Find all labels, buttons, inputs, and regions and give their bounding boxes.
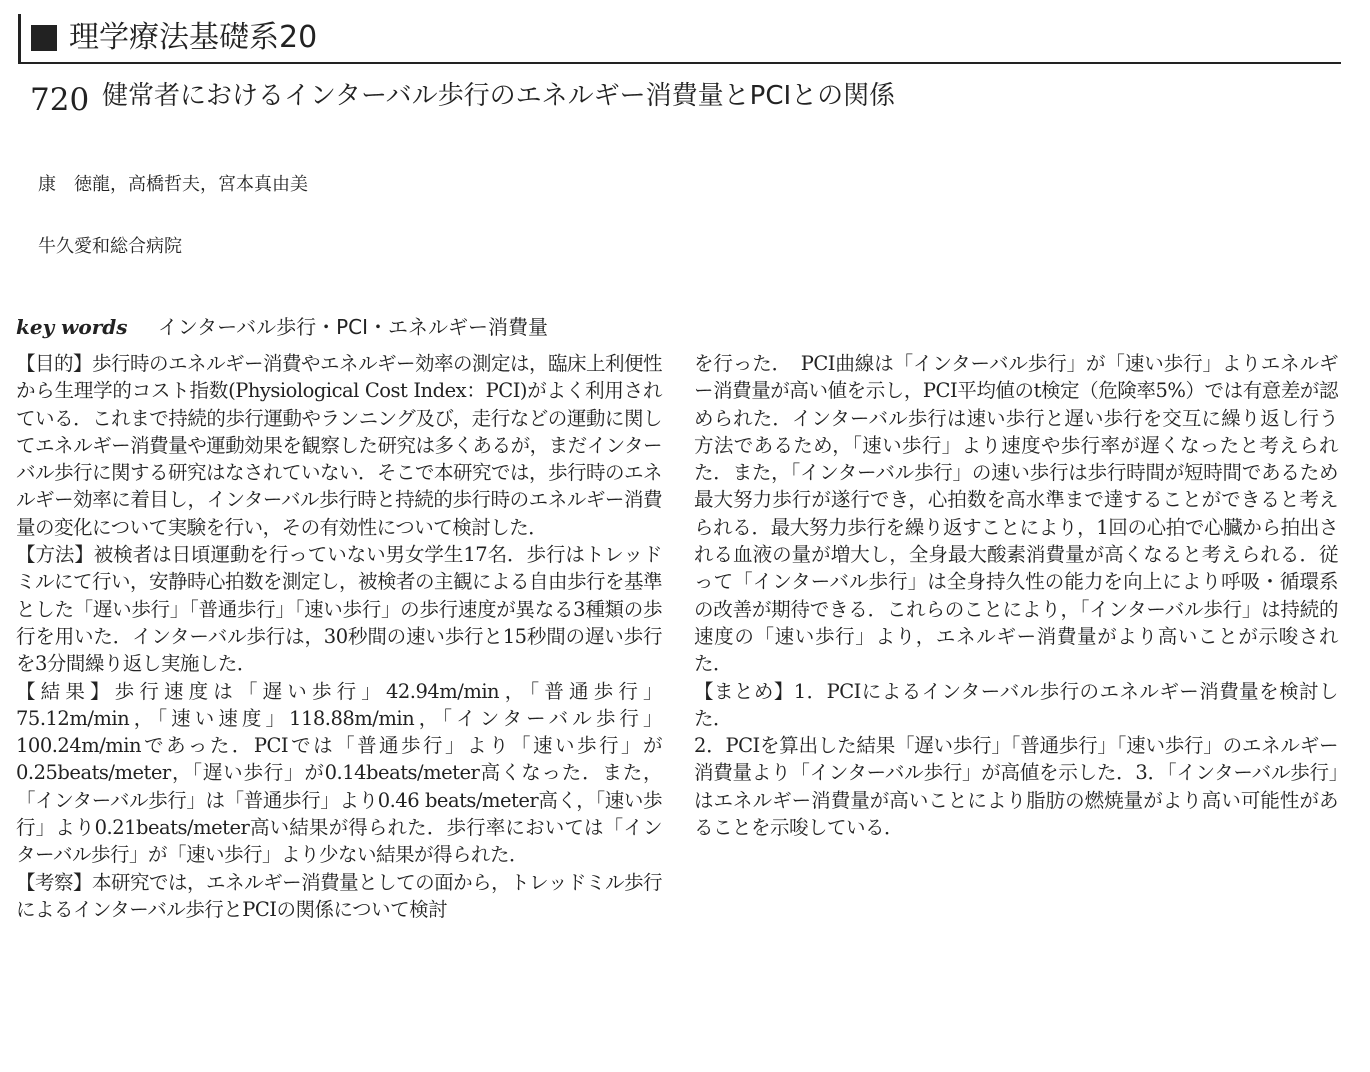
paragraph-results: 【結果】歩行速度は「遅い歩行」42.94m/min，「普通歩行」75.12m/min，「速い速度」118.88m/min，「インターバル歩行」100.24m/minであった．PCIでは「普通歩行」より「速い歩行」が0.25beats/meter，「遅い歩行」が0.14beats/meter高くなった．また，「インターバル歩行」は「普通歩行」より0.46 beats/meter高く，「速い歩行」より0.21beats/meter高い結果が得られた．歩行率においては「インターバル歩行」が「速い歩行」より少ない結果が得られた． [16, 679, 662, 867]
authors: 康 徳龍，高橋哲夫，宮本真由美 [38, 174, 308, 195]
abstract-number: 720 [30, 82, 90, 118]
body-left-column [16, 350, 662, 923]
body-right-column [694, 350, 1338, 841]
keywords-line [16, 313, 548, 341]
keywords-value: インターバル歩行・PCI・エネルギー消費量 [157, 315, 548, 339]
paragraph-discussion-start: 【考察】本研究では，エネルギー消費量としての面から，トレッドミル歩行によるインターバル歩行とPCIの関係について検討 [16, 870, 662, 921]
paragraph-purpose: 【目的】歩行時のエネルギー消費やエネルギー効率の測定は，臨床上利便性から生理学的コスト指数(Physiological Cost Index：PCI)がよく利用されている．これまで持続的歩行運動やランニング及び，走行などの運動に関してエネルギー消費量や運動効果を観察した研究は多くあるが，まだインターバル歩行に関する研究はなされていない．そこで本研究では，歩行時のエネルギー効率に着目し，インターバル歩行時と持続的歩行時のエネルギー消費量の変化について実験を行い，その有効性について検討した． [16, 352, 663, 539]
affiliation: 牛久愛和総合病院 [38, 236, 182, 257]
paper-title: 健常者におけるインターバル歩行のエネルギー消費量とPCIとの関係 [102, 81, 896, 111]
section-square-icon [31, 25, 57, 51]
paragraph-summary-2: 2．PCIを算出した結果「遅い歩行」「普通歩行」「速い歩行」のエネルギー消費量より「インターバル歩行」が高値を示した．3．「インターバル歩行」はエネルギー消費量が高いことにより脂肪の燃焼量がより高い可能性があることを示唆している． [694, 734, 1338, 840]
keywords-label: key words [16, 315, 128, 339]
section-title: 理学療法基礎系20 [69, 20, 318, 55]
section-header [18, 14, 1341, 64]
paragraph-method: 【方法】被検者は日頃運動を行っていない男女学生17名．歩行はトレッドミルにて行い，安静時心拍数を測定し，被検者の主観による自由歩行を基準とした「遅い歩行」「普通歩行」「速い歩行」の歩行速度が異なる3種類の歩行を用いた．インターバル歩行は，30秒間の速い歩行と15秒間の遅い歩行を3分間繰り返し実施した． [16, 543, 663, 676]
paragraph-discussion-cont: を行った． PCI曲線は「インターバル歩行」が「速い歩行」よりエネルギー消費量が高い値を示し，PCI平均値のt検定（危険率5%）では有意差が認められた．インターバル歩行は速い歩行と遅い歩行を交互に繰り返し行う方法であるため，「速い歩行」より速度や歩行率が遅くなったと考えられた．また，「インターバル歩行」の速い歩行は歩行時間が短時間であるため最大努力歩行が遂行でき，心拍数を高水準まで達することができると考えられる．最大努力歩行を繰り返すことにより，1回の心拍で心臓から拍出される血液の量が増大し，全身最大酸素消費量が高くなると考えられる．従って「インターバル歩行」は全身持久性の能力を向上により呼吸・循環系の改善が期待できる．これらのことにより，「インターバル歩行」は持続的速度の「速い歩行」より，エネルギー消費量がより高いことが示唆された． [694, 352, 1338, 676]
paragraph-summary-1: 【まとめ】1．PCIによるインターバル歩行のエネルギー消費量を検討した． [694, 679, 1338, 730]
